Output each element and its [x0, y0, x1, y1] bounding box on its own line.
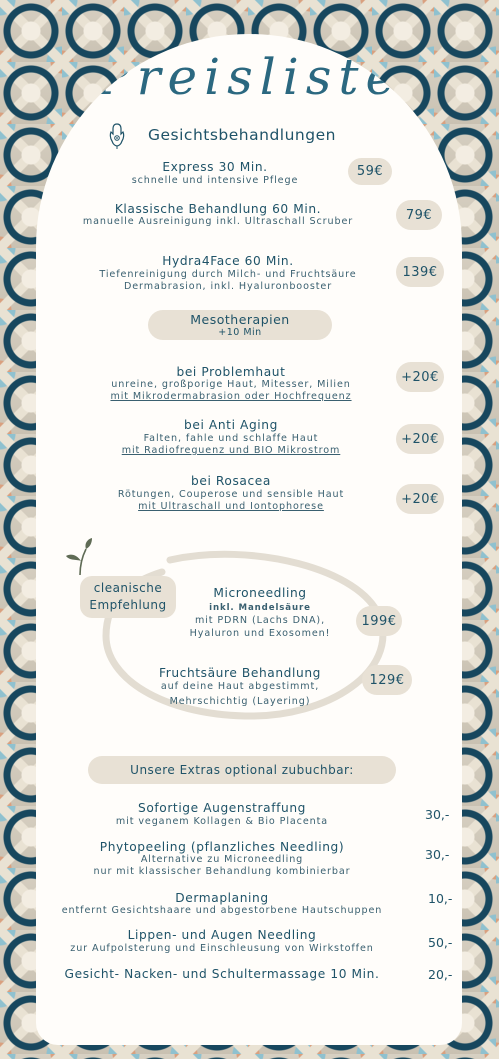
price-list-card: [36, 34, 462, 1045]
special-desc: Hyaluron und Exosomen!: [189, 628, 331, 639]
meso-item-link[interactable]: mit Ultraschall und Iontophorese: [138, 501, 324, 512]
extra-name: [36, 967, 408, 981]
meso-item-link[interactable]: mit Mikrodermabrasion oder Hochfrequenz: [110, 391, 352, 402]
treatment-desc: schnelle und intensive Pflege: [131, 175, 299, 186]
treatment-name: Hydra4Face 60 Min.: [162, 254, 294, 268]
price-value: 79€: [405, 207, 433, 223]
price-value: 129€: [369, 672, 405, 688]
special-desc: Mehrschichtig (Layering): [169, 696, 311, 707]
special-desc: mit PDRN (Lachs DNA),: [194, 615, 326, 626]
meso-item-desc: unreine, großporige Haut, Mitesser, Milien: [111, 379, 351, 390]
extra-desc: zur Aufpolsterung und Einschleusung von Wirkstoffen: [70, 943, 374, 954]
extra-name-text: Gesicht- Nacken- und Schultermassage: [64, 967, 326, 981]
hamsa-icon: [108, 122, 126, 150]
extras-title: Unsere Extras optional zubuchbar:: [130, 763, 354, 777]
price-badge: [396, 484, 444, 514]
meso-label: Mesotherapien: [190, 312, 290, 327]
price-badge: [356, 606, 402, 636]
extra-desc: entfernt Gesichtshaare und abgestorbene Hautschuppen: [61, 905, 383, 916]
extra-price: 20,-: [428, 967, 453, 982]
recommendation-badge: [80, 576, 176, 618]
special-desc: inkl. Mandelsäure: [209, 603, 311, 613]
meso-item-desc: Falten, fahle und schlaffe Haut: [143, 433, 319, 444]
price-value: 199€: [361, 613, 397, 629]
extra-desc: nur mit klassischer Behandlung kombinierbar: [93, 866, 351, 877]
price-value: +20€: [401, 369, 439, 385]
special-name: Fruchtsäure Behandlung: [158, 666, 321, 680]
price-badge: [348, 158, 392, 185]
price-value: 139€: [402, 264, 438, 280]
extra-price: 10,-: [428, 891, 453, 906]
price-value: +20€: [401, 431, 439, 447]
mesotherapy-pill: [148, 310, 332, 340]
price-value: 59€: [356, 164, 384, 179]
extra-duration: 10 Min.: [330, 967, 380, 981]
extra-price: 50,-: [428, 935, 453, 950]
meso-item-name: bei Problemhaut: [176, 365, 286, 379]
price-badge: [396, 424, 444, 454]
treatment-desc: Dermabrasion, inkl. Hyaluronbooster: [123, 281, 333, 292]
special-name: Microneedling: [213, 586, 307, 600]
extras-title-pill: [88, 756, 396, 784]
extra-name: Lippen- und Augen Needling: [127, 928, 317, 942]
treatment-name: Express 30 Min.: [162, 160, 268, 174]
meso-item-desc: Rötungen, Couperose und sensible Haut: [117, 489, 345, 500]
page-title: Preisliste: [95, 48, 403, 106]
price-badge: [396, 362, 444, 392]
extra-name: Dermaplaning: [175, 891, 269, 905]
sprig-icon: [62, 537, 98, 577]
extra-name: Phytopeeling (pflanzliches Needling): [99, 840, 345, 854]
recommend-line: Empfehlung: [89, 598, 167, 612]
price-value: +20€: [401, 491, 439, 507]
meso-sub: +10 Min: [218, 327, 262, 338]
treatment-desc: Tiefenreinigung durch Milch- und Fruchtsäure: [99, 269, 357, 280]
extra-desc: mit veganem Kollagen & Bio Placenta: [115, 816, 329, 827]
recommend-line: cleanische: [93, 581, 163, 595]
extra-price: 30,-: [425, 807, 450, 822]
extra-name: Sofortige Augenstraffung: [137, 801, 307, 815]
meso-item-link[interactable]: mit Radiofreguenz und BIO Mikrostrom: [121, 445, 341, 456]
treatment-desc: manuelle Ausreinigung inkl. Ultraschall Scruber: [82, 216, 354, 227]
price-badge: [362, 665, 412, 695]
extra-price: 30,-: [425, 847, 450, 862]
price-badge: [396, 257, 444, 287]
meso-item-name: bei Anti Aging: [184, 418, 278, 432]
treatment-name: Klassische Behandlung 60 Min.: [114, 202, 322, 216]
price-badge: [396, 200, 442, 230]
meso-item-name: bei Rosacea: [191, 474, 271, 488]
special-desc: auf deine Haut abgestimmt,: [160, 681, 320, 692]
section-title: Gesichtsbehandlungen: [148, 126, 336, 144]
extra-desc: Alternative zu Microneedling: [140, 854, 304, 865]
